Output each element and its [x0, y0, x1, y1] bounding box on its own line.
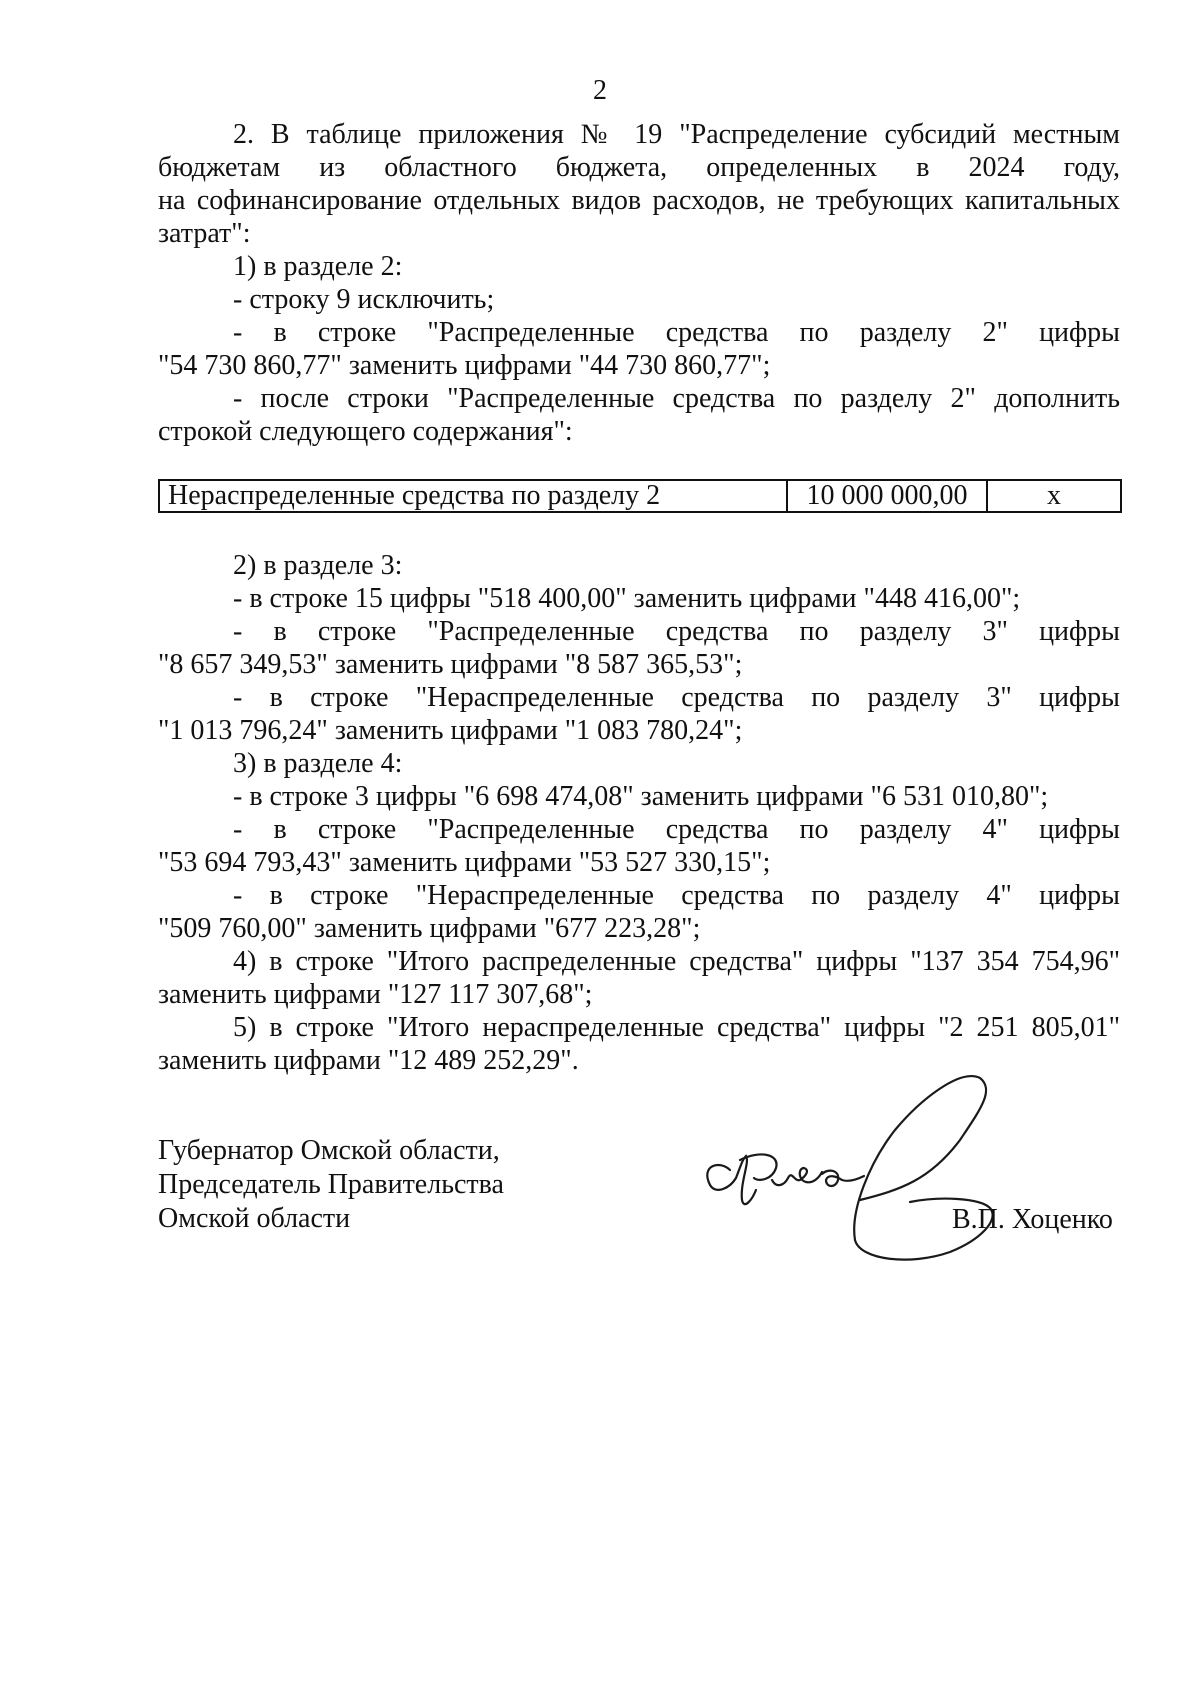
- text-line: - в строке "Распределенные средства по разделу 3" цифры: [233, 616, 1120, 647]
- section-heading: 2) в разделе 3:: [233, 550, 403, 581]
- table-cell-mark: х: [987, 480, 1121, 512]
- table-row: [159, 480, 1121, 512]
- text-line: - в строке 3 цифры "6 698 474,08" заменить цифрами "6 531 010,80";: [233, 781, 1049, 812]
- text-line: заменить цифрами "127 117 307,68";: [158, 979, 593, 1010]
- position-line: Губернатор Омской области,: [158, 1135, 500, 1166]
- intro-paragraph: [158, 118, 1120, 250]
- inserted-row-table: [158, 479, 1122, 513]
- section-heading: 3) в разделе 4:: [233, 748, 403, 779]
- text-line: - в строке 15 цифры "518 400,00" заменить цифрами "448 416,00";: [233, 583, 1021, 614]
- page-number: 2: [593, 75, 607, 106]
- signatory-name: В.П. Хоценко: [952, 1204, 1113, 1235]
- handwritten-signature: [680, 1070, 1020, 1270]
- text-line: на софинансирование отдельных видов расходов, не требующих капитальных: [158, 185, 1120, 216]
- text-line: затрат":: [158, 218, 251, 249]
- section-2-amendments: [158, 250, 1120, 448]
- text-line: "1 013 796,24" заменить цифрами "1 083 780,24";: [158, 715, 743, 746]
- text-line: - в строке "Распределенные средства по разделу 2" цифры: [233, 317, 1120, 348]
- text-line: "8 657 349,53" заменить цифрами "8 587 365,53";: [158, 649, 743, 680]
- text-line: строкой следующего содержания":: [158, 416, 573, 447]
- section-heading: 1) в разделе 2:: [233, 251, 403, 282]
- text-line: 5) в строке "Итого нераспределенные средства" цифры "2 251 805,01": [233, 1012, 1120, 1043]
- text-line: 2. В таблице приложения № 19 "Распределение субсидий местным: [233, 119, 1120, 150]
- text-line: "54 730 860,77" заменить цифрами "44 730 860,77";: [158, 350, 771, 381]
- text-line: "509 760,00" заменить цифрами "677 223,28";: [158, 913, 701, 944]
- table-cell-sum: 10 000 000,00: [787, 480, 987, 512]
- text-line: - строку 9 исключить;: [233, 284, 495, 315]
- text-line: заменить цифрами "12 489 252,29".: [158, 1045, 579, 1076]
- text-line: - после строки "Распределенные средства по разделу 2" дополнить: [233, 383, 1120, 414]
- position-line: Председатель Правительства: [158, 1169, 504, 1200]
- text-line: 4) в строке "Итого распределенные средства" цифры "137 354 754,96": [233, 946, 1120, 977]
- text-line: "53 694 793,43" заменить цифрами "53 527 330,15";: [158, 847, 771, 878]
- text-line: бюджетам из областного бюджета, определенных в 2024 году,: [158, 152, 1120, 183]
- position-line: Омской области: [158, 1203, 351, 1234]
- text-line: - в строке "Распределенные средства по разделу 4" цифры: [233, 814, 1120, 845]
- text-line: - в строке "Нераспределенные средства по разделу 4" цифры: [233, 880, 1120, 911]
- signatory-position: [158, 1134, 504, 1236]
- text-line: - в строке "Нераспределенные средства по разделу 3" цифры: [233, 682, 1120, 713]
- remaining-amendments: [158, 549, 1120, 1077]
- table-cell-name: Нераспределенные средства по разделу 2: [159, 480, 787, 512]
